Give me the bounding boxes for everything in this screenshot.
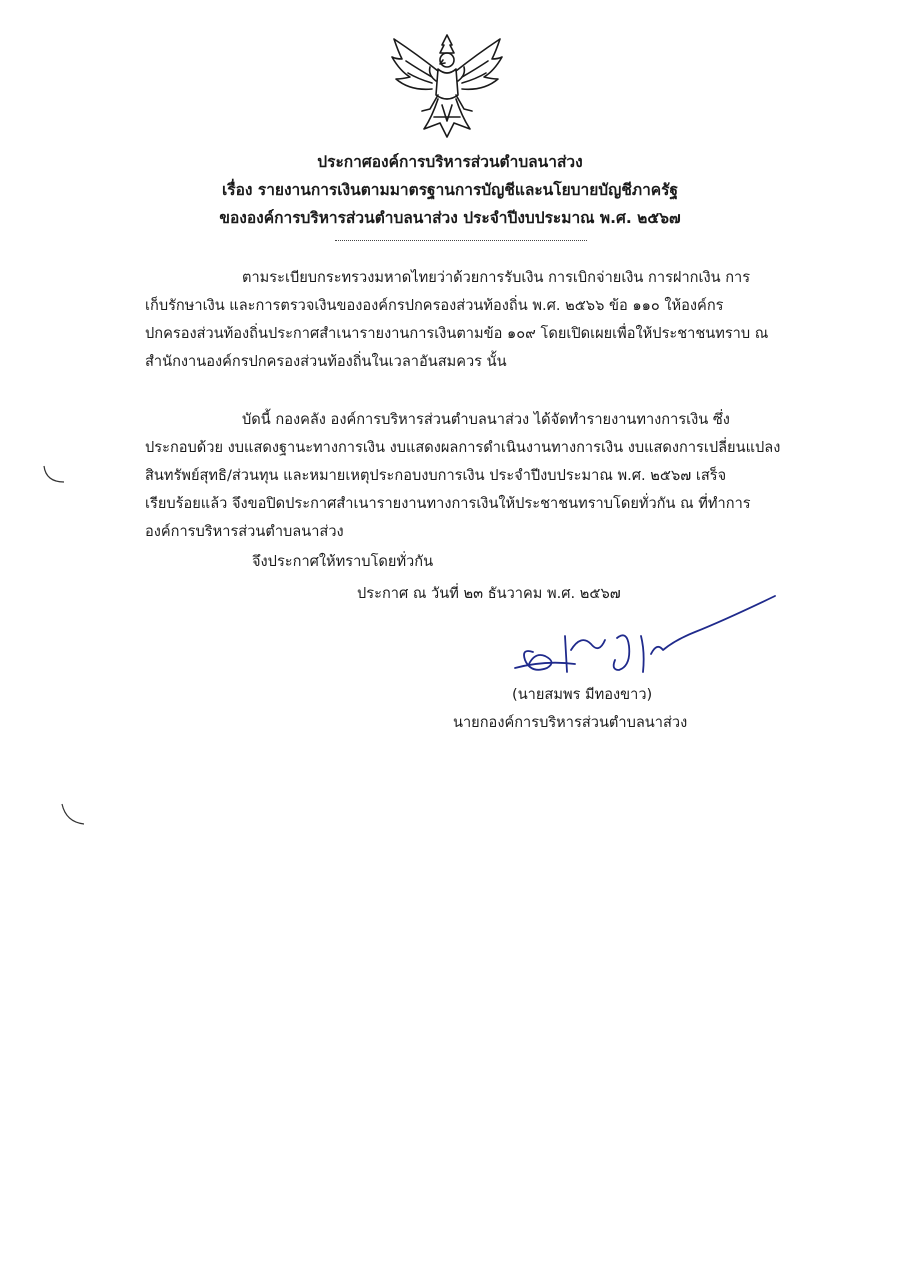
announcement-title: ประกาศองค์การบริหารส่วนตำบลนาส่วง [317,153,583,171]
signer-name: (นายสมพร มีทองขาว) [512,686,653,703]
paragraph2-line2: ประกอบด้วย งบแสดงฐานะทางการเงิน งบแสดงผลการดำเนินงานทางการเงิน งบแสดงการเปลี่ยนแปลง [145,439,781,456]
paragraph2-line4: เรียบร้อยแล้ว จึงขอปิดประกาศสำเนารายงานทางการเงินให้ประชาชนทราบโดยทั่วกัน ณ ที่ทำการ [145,495,751,512]
paragraph1-line1: ตามระเบียบกระทรวงมหาดไทยว่าด้วยการรับเงิน การเบิกจ่ายเงิน การฝากเงิน การ [242,269,751,286]
paragraph1-line2: เก็บรักษาเงิน และการตรวจเงินขององค์กรปกครองส่วนท้องถิ่น พ.ศ. ๒๕๖๖ ข้อ ๑๑๐ ให้องค์กร [145,297,724,314]
paragraph2-line1: บัดนี้ กองคลัง องค์การบริหารส่วนตำบลนาส่วง ได้จัดทำรายงานทางการเงิน ซึ่ง [242,411,730,428]
announcement-subject-cont: ขององค์การบริหารส่วนตำบลนาส่วง ประจำปีงบประมาณ พ.ศ. ๒๕๖๗ [219,209,681,227]
paragraph2-line5: องค์การบริหารส่วนตำบลนาส่วง [145,523,344,540]
closing-line: จึงประกาศให้ทราบโดยทั่วกัน [252,553,434,570]
scan-mark-icon [58,800,88,828]
paragraph2-line3: สินทรัพย์สุทธิ/ส่วนทุน และหมายเหตุประกอบงบการเงิน ประจำปีงบประมาณ พ.ศ. ๒๕๖๗ เสร็จ [145,467,727,484]
title-separator [335,240,587,241]
announcement-subject: เรื่อง รายงานการเงินตามมาตรฐานการบัญชีและนโยบายบัญชีภาครัฐ [221,181,679,199]
scan-mark-icon [40,462,70,488]
date-line: ประกาศ ณ วันที่ ๒๓ ธันวาคม พ.ศ. ๒๕๖๗ [357,585,621,602]
handwritten-signature-icon [505,590,780,680]
signer-position: นายกองค์การบริหารส่วนตำบลนาส่วง [453,714,688,731]
paragraph1-line4: สำนักงานองค์กรปกครองส่วนท้องถิ่นในเวลาอันสมควร นั้น [145,353,507,370]
garuda-emblem-icon [388,33,506,141]
paragraph1-line3: ปกครองส่วนท้องถิ่นประกาศสำเนารายงานการเงินตามข้อ ๑๐๙ โดยเปิดเผยเพื่อให้ประชาชนทราบ ณ [145,325,769,342]
